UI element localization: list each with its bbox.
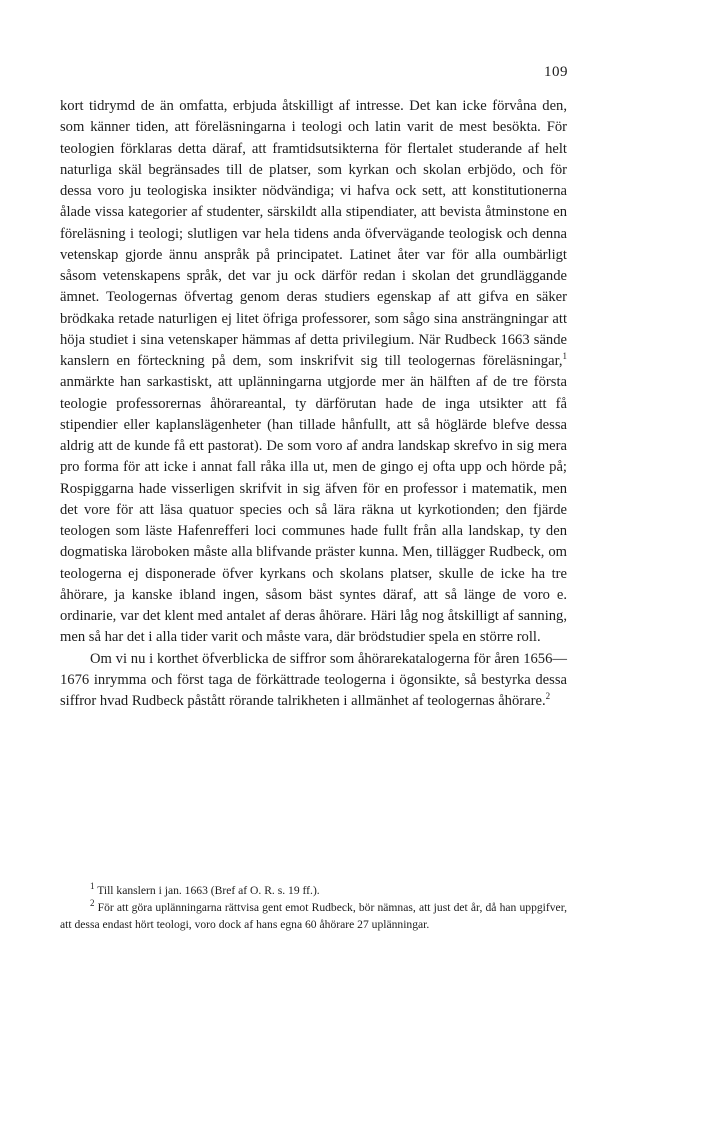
footnote-reference: 2 [545,691,551,702]
paragraph [60,649,567,713]
paragraph-text: kort tidrymd de än omfatta, erbjuda åtskilligt af intresse. Det kan icke förvåna den, som känner tiden, att föreläsningarna i teologi och latin varit de mest besökta. För teologien förklaras detta däraf, att framtidsutsikterna för flertalet studerande af helt naturliga skäl begränsades till de platser, som kyrkan och skolan erbjödo, och för dessa voro ju teologiska insikter nödvändiga; vi hafva ock sett, att konstitutionerna ålade vissa kategorier af studenter, särskildt alla stipendiater, att bevista åtminstone en föreläsning i teologi; slutligen var hela tidens anda öfvervägande teologisk och denna vetenskap gjorde ännu anspråk på principatet. Latinet åter var för alla oumbärligt såsom vetenskapens språk, det var ju ock därför redan i skolan det grundläggande ämnet. Teologernas öfvertag genom deras studiers egenskap af att gifva en säker brödkaka retade naturligen ej litet öfriga professorer, som sågo sina ansträngningar att höja studiet i sina vetenskaper hämmas af detta privilegium. När Rudbeck 1663 sände kanslern en förteckning på dem, som inskrifvit sig till teologernas föreläsningar, [60,98,567,369]
footnotes [60,882,567,933]
footnote-text: För att göra uplänningarna rättvisa gent emot Rudbeck, bör nämnas, att just det år, då han uppgifver, att dessa endast hört teologi, voro dock af hans egna 60 åhörare 27 uplänningar. [60,901,567,931]
paragraph-text: anmärkte han sarkastiskt, att uplänningarna utgjorde mer än hälften af de tre första teologie professorernas åhörareantal, ty därförutan hade de inga utsikter att få stipendier eller kaplanslägenheter (han tillade hånfullt, att så höglärde blefve dessa aldrig att de kunde få ett pastorat). De som voro af andra landskap skrefvo in sig mera pro forma för att icke i annat fall råka illa ut, men de gingo ej ofta upp och hörde på; Rospiggarna hade visserligen skrifvit in sig äfven för en professor i matematik, men det vore för att läsa quatuor species och så lära räkna ut kyrkotionden; den fjärde teologen som läste Hafenrefferi loci communes hade fullt från alla landskap, ty den dogmatiska läroboken måste alla blifvande präster kunna. Men, tillägger Rudbeck, om teologerna ej disponerade öfver kyrkans och skolans platser, skulle de icke ha tre åhörare, ja kanske ibland ingen, såsom bäst syntes däraf, att så länge de voro e. ordinarie, var det klent med antalet af deras åhörare. Häri låg nog åtskilligt af sanning, men så har det i alla tider varit och måste vara, där brödstudier spela en större roll. [60,374,567,646]
footnote [60,882,567,899]
footnote-text: Till kanslern i jan. 1663 (Bref af O. R. s. 19 ff.). [94,884,320,897]
paragraph-text: Om vi nu i korthet öfverblicka de siffror som åhörarekatalogerna för åren 1656—1676 inrymma och först taga de förkättrade teologerna i ögonsikte, så bestyrka dessa siffror hvad Rudbeck påstått rörande talrikheten i allmänhet af teologernas åhörare. [60,650,567,709]
footnote-marker: 2 [90,898,95,909]
paragraph [60,96,567,649]
footnote [60,899,567,933]
footnote-reference: 1 [562,351,567,362]
main-text [60,96,567,712]
footnote-marker: 1 [90,881,95,892]
page-number: 109 [544,64,568,80]
